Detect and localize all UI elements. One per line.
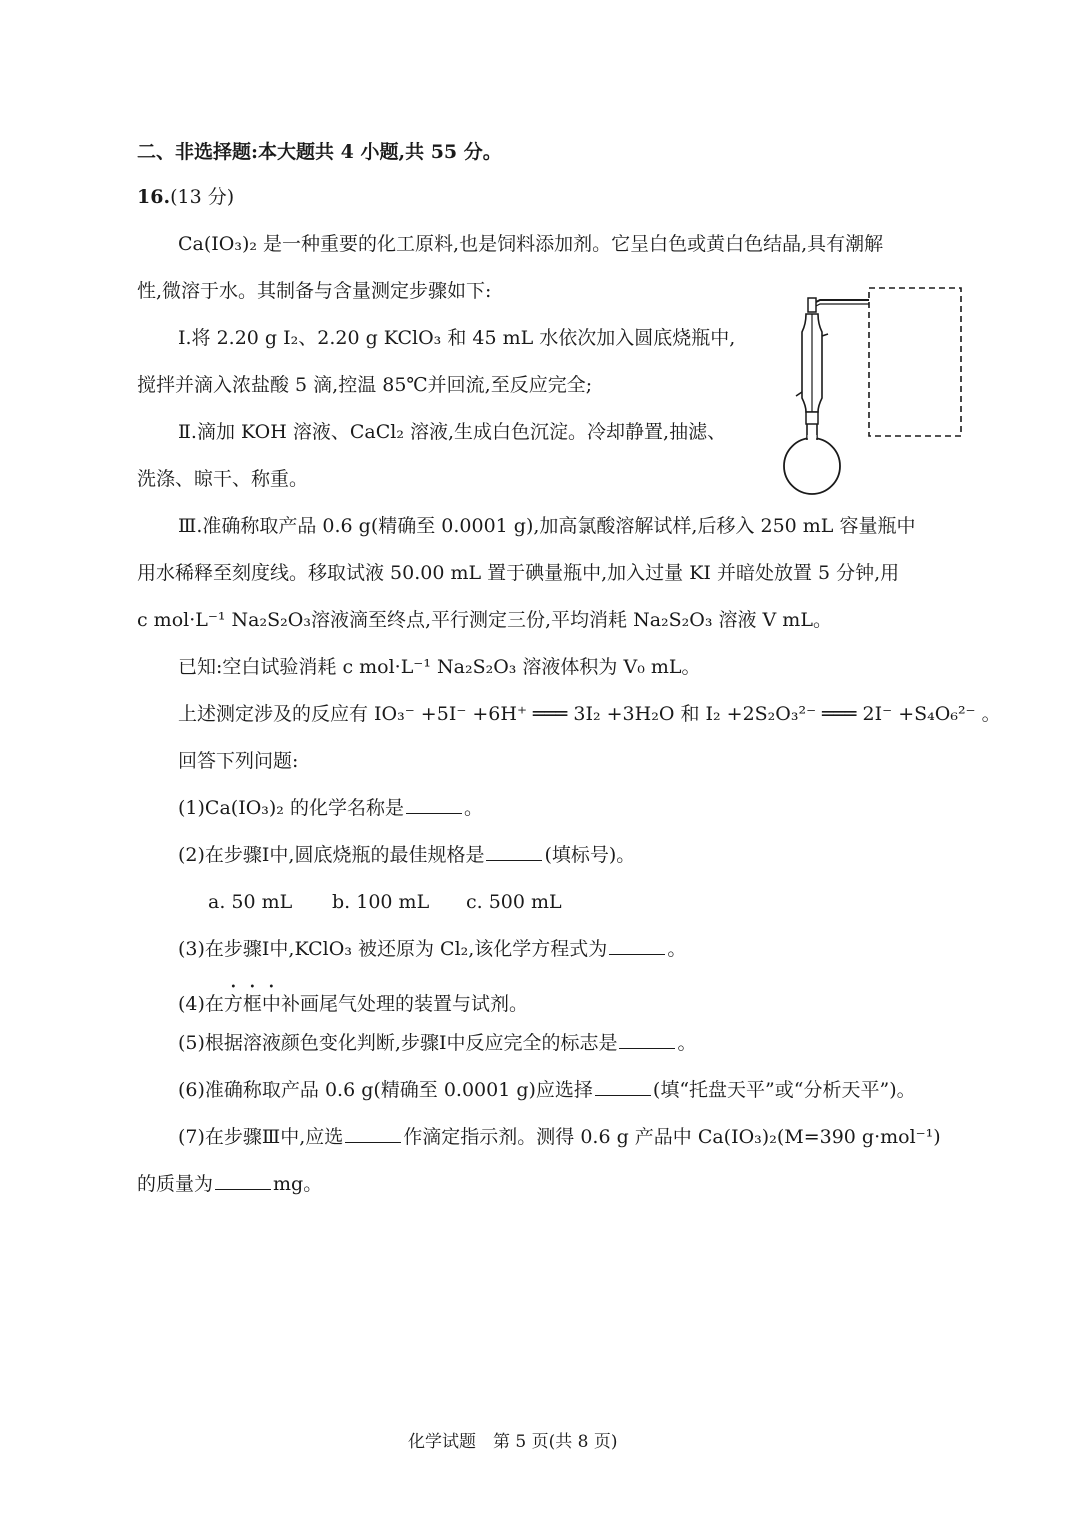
section-title: 二、非选择题:本大题共 4 小题,共 55 分。 — [137, 141, 502, 163]
step2-line-2: 洗涤、晾干、称重。 — [137, 468, 309, 490]
q6-answer-blank[interactable] — [595, 1077, 651, 1096]
dashed-answer-box — [869, 288, 961, 436]
q6-text: (6)准确称取产品 0.6 g(精确至 0.0001 g)应选择 — [178, 1079, 593, 1101]
q1-end: 。 — [463, 797, 483, 819]
q3-text: (3)在步骤Ⅰ中,KClO₃ 被还原为 Cl₂,该化学方程式为 — [178, 938, 608, 960]
q3-answer-blank[interactable] — [609, 936, 665, 955]
q7-mid: 作滴定指示剂。测得 0.6 g 产品中 Ca(IO₃)₂(M=390 g·mol⁻¹) — [403, 1126, 941, 1148]
round-bottom-flask — [784, 438, 840, 494]
q7-unit: mg。 — [273, 1173, 323, 1195]
q2-end: (填标号)。 — [544, 844, 636, 866]
water-inlet — [796, 392, 802, 396]
step3-line-2: 用水稀释至刻度线。移取试液 50.00 mL 置于碘量瓶中,加入过量 KI 并暗处放置 5 分钟,用 — [137, 562, 900, 584]
subquestion-6 — [178, 1076, 916, 1104]
q2-option-c: c. 500 mL — [466, 891, 562, 913]
q3-end: 。 — [667, 938, 687, 960]
q7-indicator-blank[interactable] — [345, 1124, 401, 1143]
q1-text: (1)Ca(IO₃)₂ 的化学名称是 — [178, 797, 404, 819]
known-line: 已知:空白试验消耗 c mol·L⁻¹ Na₂S₂O₃ 溶液体积为 V₀ mL。 — [178, 656, 701, 678]
q2-option-b: b. 100 mL — [332, 891, 430, 913]
condenser-stopper — [808, 298, 816, 312]
question-number: 16. — [137, 186, 171, 208]
q2-text: (2)在步骤Ⅰ中,圆底烧瓶的最佳规格是 — [178, 844, 485, 866]
intro-line-1: Ca(IO₃)₂ 是一种重要的化工原料,也是饲料添加剂。它呈白色或黄白色结晶,具有潮解 — [178, 233, 884, 255]
subquestion-7-cont — [137, 1170, 322, 1198]
q2-answer-blank[interactable] — [486, 842, 542, 861]
subquestion-3 — [178, 935, 686, 963]
water-outlet — [822, 334, 828, 336]
q5-answer-blank[interactable] — [619, 1030, 675, 1049]
q1-answer-blank[interactable] — [406, 795, 462, 814]
answer-prompt: 回答下列问题: — [178, 750, 299, 772]
question-points: (13 分) — [170, 186, 235, 208]
q5-text: (5)根据溶液颜色变化判断,步骤Ⅰ中反应完全的标志是 — [178, 1032, 618, 1054]
step2-line-1: Ⅱ.滴加 KOH 溶液、CaCl₂ 溶液,生成白色沉淀。冷却静置,抽滤、 — [178, 421, 727, 443]
step1-line-2: 搅拌并滴入浓盐酸 5 滴,控温 85℃并回流,至反应完全; — [137, 374, 593, 396]
intro-line-2: 性,微溶于水。其制备与含量测定步骤如下: — [137, 280, 492, 302]
q7-text: (7)在步骤Ⅲ中,应选 — [178, 1126, 344, 1148]
q2-option-a: a. 50 mL — [208, 891, 293, 913]
subquestion-7 — [178, 1123, 941, 1151]
step1-line-1: Ⅰ.将 2.20 g I₂、2.20 g KClO₃ 和 45 mL 水依次加入圆底烧瓶中, — [178, 327, 736, 349]
subquestion-4 — [178, 982, 528, 1018]
reflux-apparatus-figure — [770, 280, 970, 500]
q4-end: 补画尾气处理的装置与试剂。 — [280, 993, 528, 1015]
q6-end: (填“托盘天平”或“分析天平”)。 — [652, 1079, 916, 1101]
q7-mass-text: 的质量为 — [137, 1173, 214, 1195]
step3-line-1: Ⅲ.准确称取产品 0.6 g(精确至 0.0001 g),加高氯酸溶解试样,后移入 250 mL 容量瓶中 — [178, 515, 916, 537]
outlet-tube-inner — [812, 304, 869, 308]
step3-line-3: c mol·L⁻¹ Na₂S₂O₃溶液滴至终点,平行测定三份,平均消耗 Na₂S₂O₃ 溶液 V mL。 — [137, 609, 832, 631]
q4-text: (4)在 — [178, 993, 224, 1015]
question-header — [137, 183, 234, 211]
subquestion-2 — [178, 841, 635, 869]
outlet-tube — [812, 300, 869, 304]
ground-joint — [806, 412, 818, 424]
page-footer: 化学试题 第 5 页(共 8 页) — [408, 1432, 618, 1452]
subquestion-1 — [178, 794, 483, 822]
q5-end: 。 — [677, 1032, 697, 1054]
reactions-line: 上述测定涉及的反应有 IO₃⁻ +5I⁻ +6H⁺ ═══ 3I₂ +3H₂O 和 I₂ +2S₂O₃²⁻ ═══ 2I⁻ +S₄O₆²⁻ 。 — [178, 703, 1001, 725]
q4-emphasis: 方框中 — [223, 993, 281, 1015]
subquestion-5 — [178, 1029, 696, 1057]
q7-mass-blank[interactable] — [215, 1171, 271, 1190]
